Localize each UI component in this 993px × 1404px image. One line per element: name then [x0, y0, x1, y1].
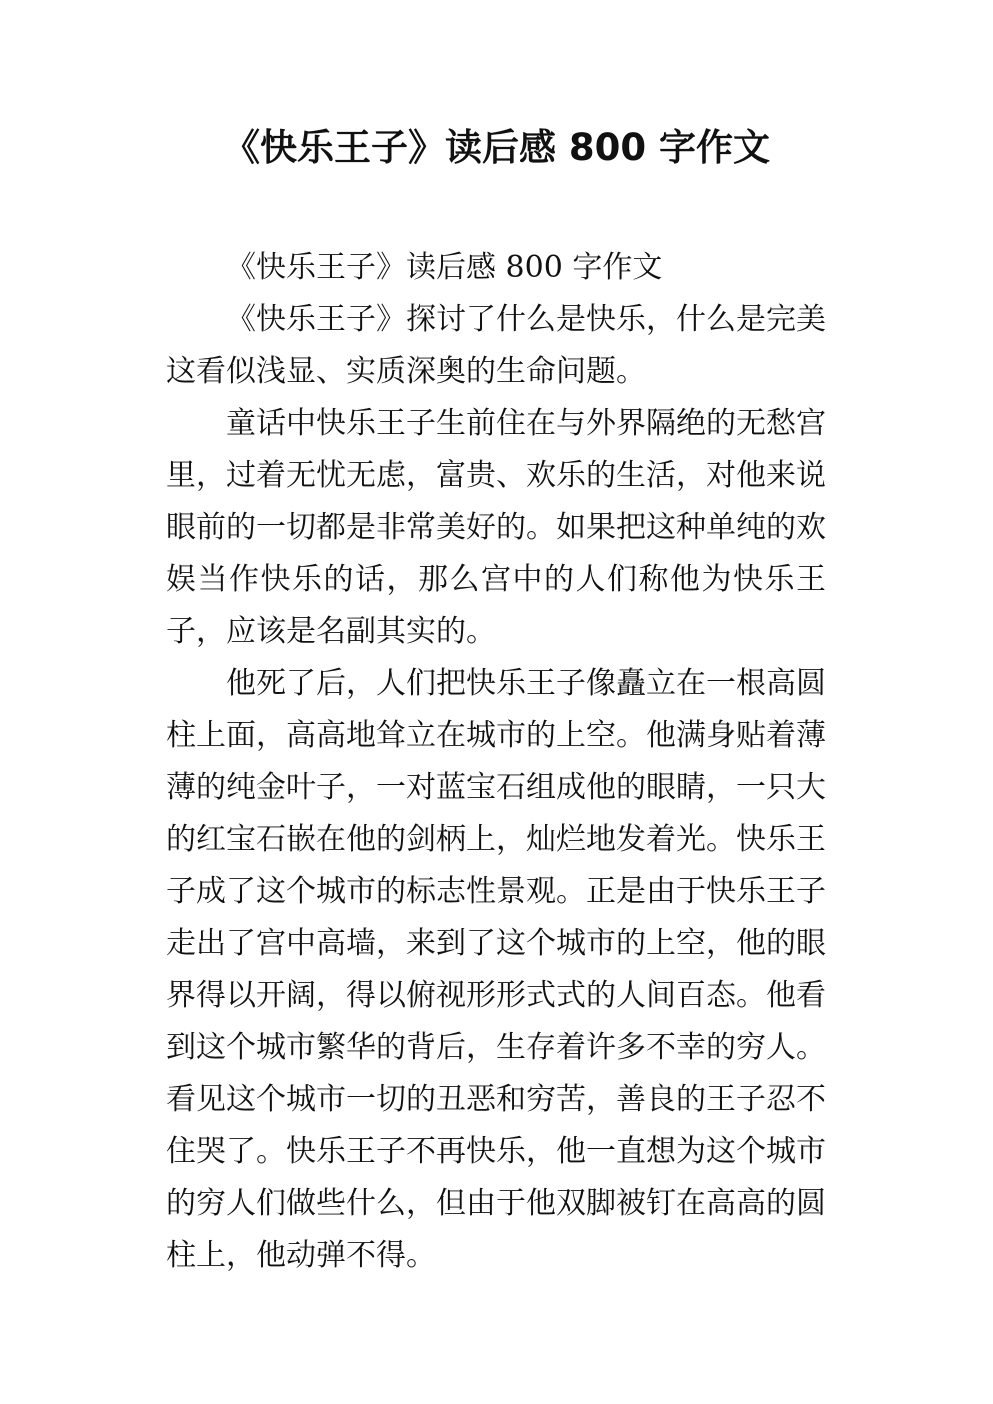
- document-title: 《快乐王子》读后感 800 字作文: [223, 126, 770, 169]
- paragraph-heading-repeat: 《快乐王子》读后感 800 字作文: [226, 250, 663, 285]
- document-body: [166, 242, 826, 1282]
- paragraph-palace-life: 童话中快乐王子生前住在与外界隔绝的无愁宫里，过着无忧无虑，富贵、欢乐的生活，对他来说眼前的一切都是非常美好的。如果把这种单纯的欢娱当作快乐的话，那么宫中的人们称他为快乐王子，应该是名副其实的。: [166, 406, 826, 649]
- paragraph-statue: 他死了后，人们把快乐王子像矗立在一根高圆柱上面，高高地耸立在城市的上空。他满身贴着薄薄的纯金叶子，一对蓝宝石组成他的眼睛，一只大的红宝石嵌在他的剑柄上，灿烂地发着光。快乐王子成了这个城市的标志性景观。正是由于快乐王子走出了宫中高墙，来到了这个城市的上空，他的眼界得以开阔，得以俯视形形式式的人间百态。他看到这个城市繁华的背后，生存着许多不幸的穷人。看见这个城市一切的丑恶和穷苦，善良的王子忍不住哭了。快乐王子不再快乐，他一直想为这个城市的穷人们做些什么，但由于他双脚被钉在高高的圆柱上，他动弹不得。: [166, 666, 826, 1273]
- paragraph-intro: 《快乐王子》探讨了什么是快乐，什么是完美这看似浅显、实质深奥的生命问题。: [166, 302, 826, 389]
